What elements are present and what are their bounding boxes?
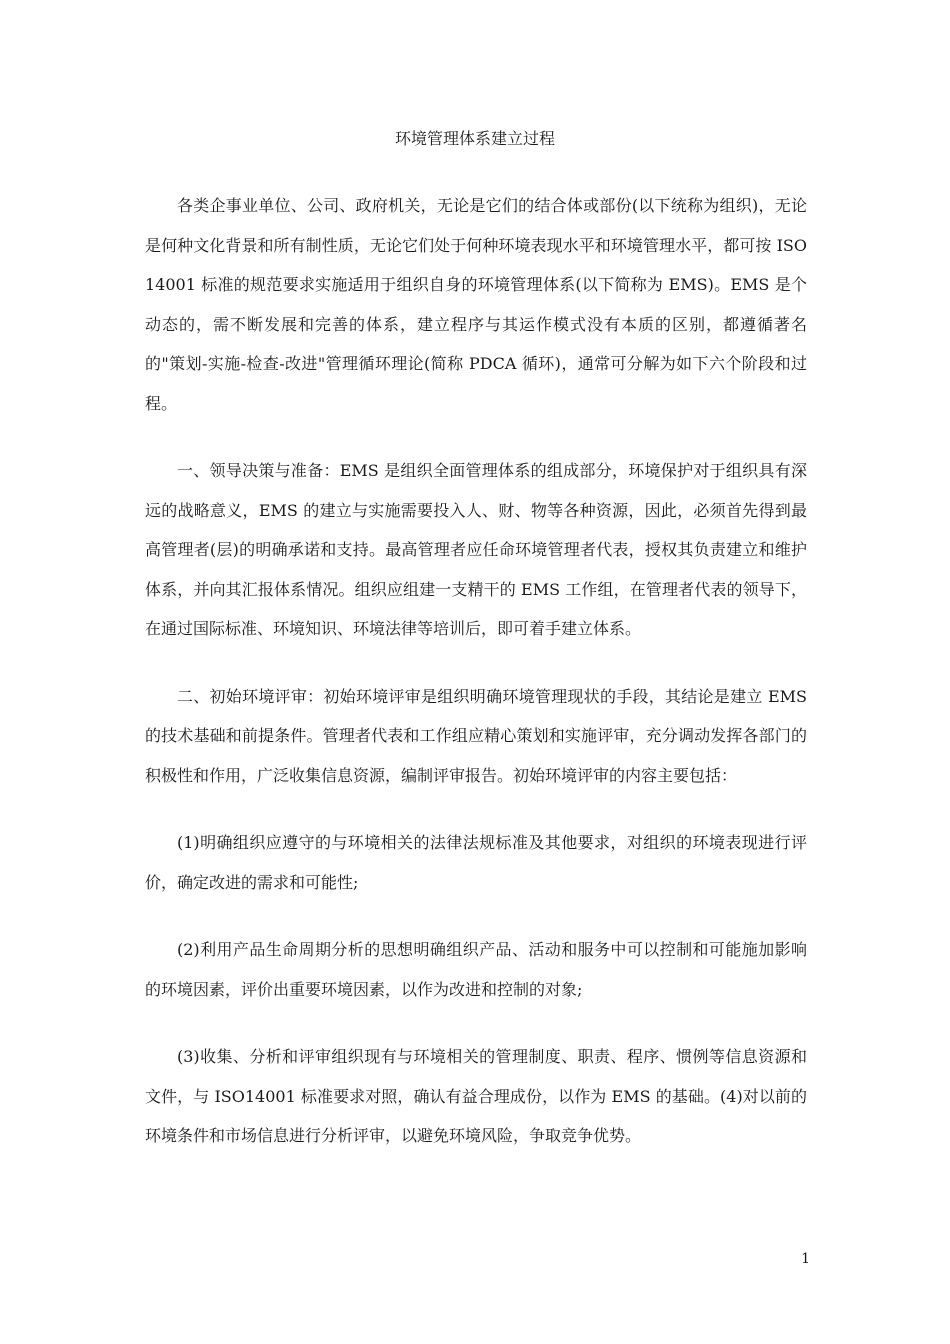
page-number: 1 xyxy=(801,1251,810,1267)
paragraph-leadership-decision: 一、领导决策与准备：EMS 是组织全面管理体系的组成部分，环境保护对于组织具有深远的战略意义，EMS 的建立与实施需要投入人、财、物等各种资源，因此，必须首先得到最高管理者(层)的明确承诺和支持。最高管理者应任命环境管理者代表，授权其负责建立和维护体系，并向其汇报体系情况。组织应组建一支精干的 EMS 工作组，在管理者代表的领导下，在通过国际标准、环境知识、环境法律等培训后，即可着手建立体系。 xyxy=(145,461,807,638)
paragraph-item-2: (2)利用产品生命周期分析的思想明确组织产品、活动和服务中可以控制和可能施加影响的环境因素，评价出重要环境因素，以作为改进和控制的对象; xyxy=(145,940,807,999)
paragraph-intro: 各类企事业单位、公司、政府机关，无论是它们的结合体或部份(以下统称为组织)，无论是何种文化背景和所有制性质，无论它们处于何种环境表现水平和环境管理水平，都可按 ISO14001 标准的规范要求实施适用于组织自身的环境管理体系(以下简称为 EMS)。EMS 是个动态的，需不断发展和完善的体系，建立程序与其运作模式没有本质的区别，都遵循著名的"策划-实施-检查-改进"管理循环理论(简称 PDCA 循环)，通常可分解为如下六个阶段和过程。 xyxy=(145,196,807,413)
document-title: 环境管理体系建立过程 xyxy=(394,129,555,148)
paragraph-item-1: (1)明确组织应遵守的与环境相关的法律法规标准及其他要求，对组织的环境表现进行评价，确定改进的需求和可能性; xyxy=(145,833,807,892)
paragraph-initial-review: 二、初始环境评审：初始环境评审是组织明确环境管理现状的手段，其结论是建立 EMS 的技术基础和前提条件。管理者代表和工作组应精心策划和实施评审，充分调动发挥各部门的积极性和作用，广泛收集信息资源，编制评审报告。初始环境评审的内容主要包括： xyxy=(145,686,807,785)
paragraph-item-3: (3)收集、分析和评审组织现有与环境相关的管理制度、职责、程序、惯例等信息资源和文件，与 ISO14001 标准要求对照，确认有益合理成份，以作为 EMS 的基础。(4)对以前的环境条件和市场信息进行分析评审，以避免环境风险，争取竞争优势。 xyxy=(145,1047,807,1145)
document-body xyxy=(145,186,807,1184)
